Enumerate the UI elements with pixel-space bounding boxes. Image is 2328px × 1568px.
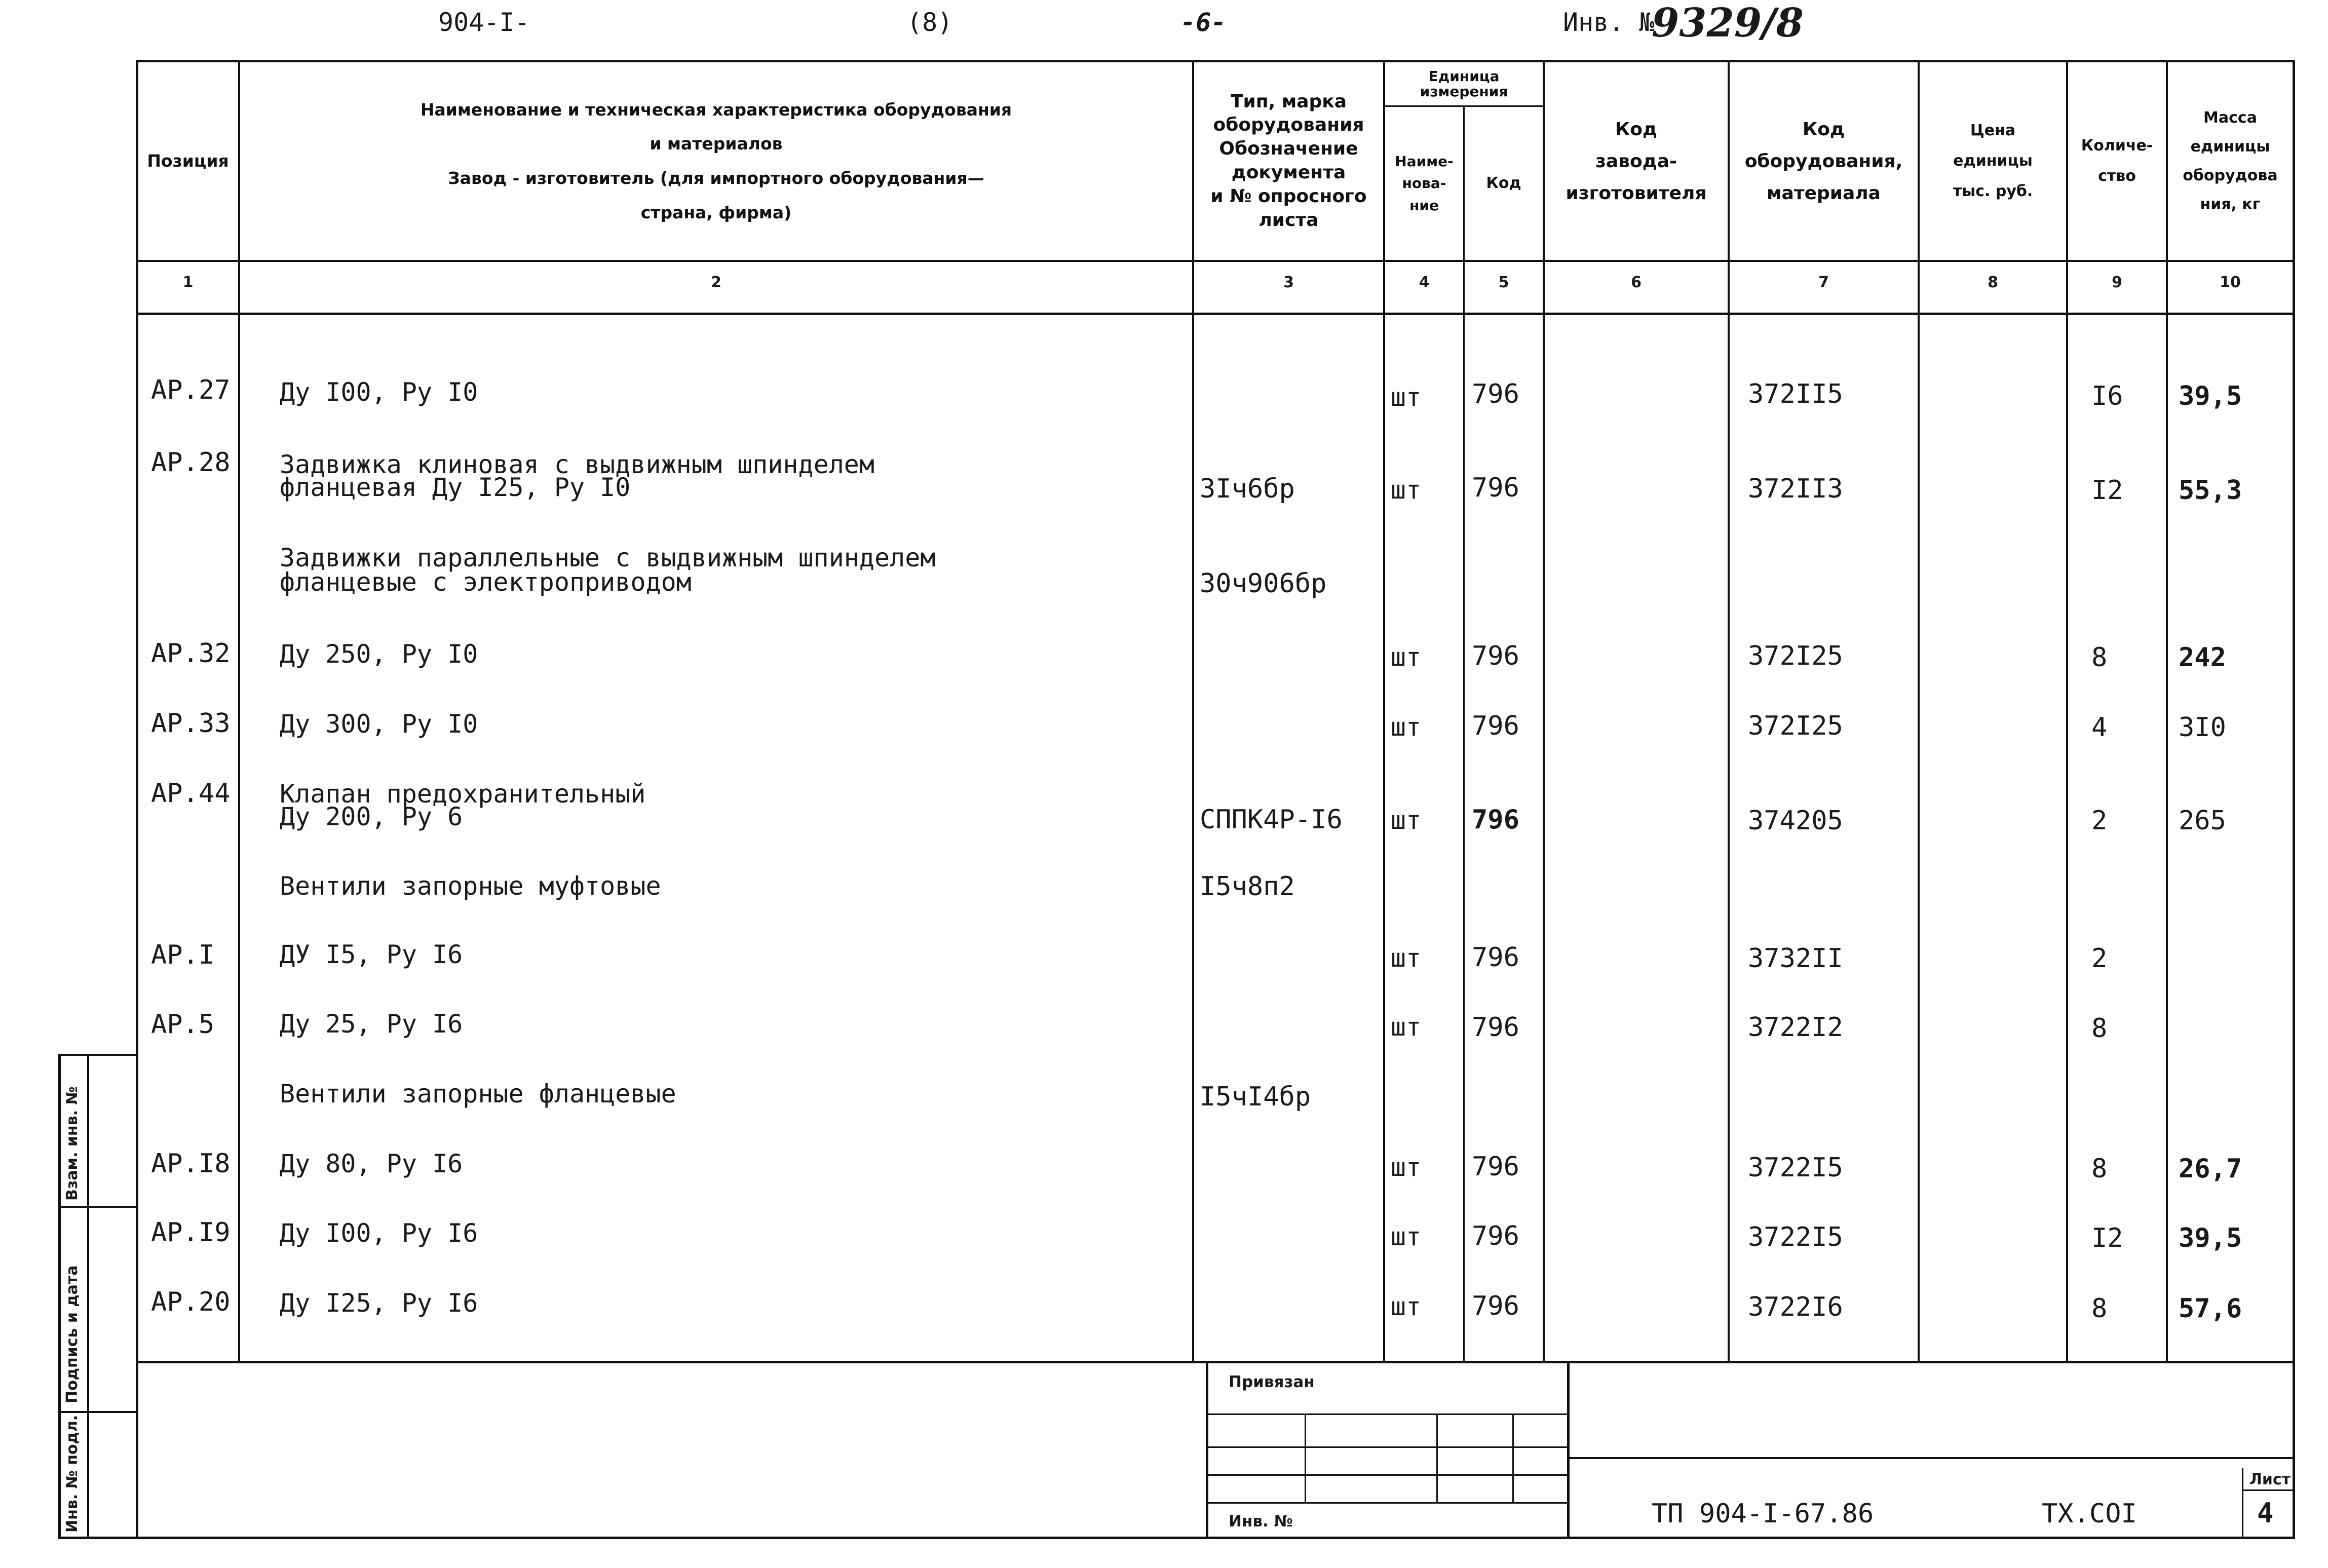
unit-code-cell: 796 xyxy=(1472,942,1519,973)
quantity-cell: I2 xyxy=(2091,1223,2123,1253)
mass-cell: 3I0 xyxy=(2179,712,2226,743)
header-mass: Масса единицы оборудова ния, кг xyxy=(2183,109,2278,213)
unit-cell: шт xyxy=(1391,943,1422,973)
unit-code-cell: 796 xyxy=(1472,473,1519,503)
column-number: 6 xyxy=(1631,274,1642,291)
mass-cell: 39,5 xyxy=(2179,381,2242,411)
table-bottom-line xyxy=(136,1361,2295,1363)
header-equipment-code: Код оборудования, материала xyxy=(1744,119,1903,204)
material-code-cell: 372II3 xyxy=(1748,474,1843,504)
stamp-divider xyxy=(1567,1361,1570,1539)
material-code-cell: 3722I2 xyxy=(1748,1012,1843,1043)
type-cell: I5ч8п2 xyxy=(1200,871,1295,902)
document-code: ТП 904-I-67.86 xyxy=(1652,1499,1874,1529)
name-cell: Ду 250, Ру I0 xyxy=(280,639,478,669)
unit-code-cell: 796 xyxy=(1472,1291,1519,1321)
name-cell: Задвижка клиновая с выдвижным шпинделем xyxy=(280,450,874,479)
margin-line xyxy=(58,1054,61,1539)
unit-code-cell: 796 xyxy=(1472,1152,1519,1182)
material-code-cell: 3722I5 xyxy=(1748,1222,1843,1252)
unit-cell: шт xyxy=(1391,475,1422,505)
type-cell: 3Iч6бр xyxy=(1200,474,1295,504)
column-number: 1 xyxy=(182,274,194,291)
type-cell: 30ч906бр xyxy=(1200,568,1327,599)
signature-date-label: Подпись и дата xyxy=(63,1265,81,1403)
header-unit-code: Код xyxy=(1486,174,1521,192)
inventory-number-handwritten: 9329/8 xyxy=(1652,0,1804,46)
inventory-label: Инв. № xyxy=(1563,8,1655,37)
position-cell: АР.32 xyxy=(151,638,231,669)
unit-code-cell: 796 xyxy=(1472,1012,1519,1043)
column-number: 5 xyxy=(1498,274,1509,291)
unit-cell: шт xyxy=(1391,1222,1422,1251)
material-code-cell: 372I25 xyxy=(1748,711,1843,741)
position-cell: АР.I8 xyxy=(151,1149,231,1179)
material-code-cell: 372II5 xyxy=(1748,379,1843,409)
project-number: 904-I- xyxy=(438,8,530,37)
header-position: Позиция xyxy=(147,151,229,171)
position-cell: АР.33 xyxy=(151,708,231,739)
stamp-line xyxy=(1512,1413,1514,1502)
mass-cell: 26,7 xyxy=(2179,1154,2242,1184)
position-cell: АР.27 xyxy=(151,375,231,405)
position-cell: АР.5 xyxy=(151,1009,215,1040)
name-cell: Ду 25, Ру I6 xyxy=(280,1009,463,1039)
material-code-cell: 3722I5 xyxy=(1748,1153,1843,1183)
stamp-line xyxy=(1569,1457,2293,1459)
name-cell: Вентили запорные фланцевые xyxy=(280,1079,676,1108)
position-cell: АР.I9 xyxy=(151,1217,231,1248)
column-number: 3 xyxy=(1283,274,1294,291)
header-quantity: Количе- ство xyxy=(2081,137,2153,185)
unit-code-cell: 796 xyxy=(1472,711,1519,741)
unit-cell: шт xyxy=(1391,642,1422,672)
quantity-cell: 4 xyxy=(2091,712,2108,743)
name-cell-line2: Ду 200, Ру 6 xyxy=(280,802,463,831)
bound-label: Привязан xyxy=(1229,1373,1315,1391)
margin-line xyxy=(87,1054,89,1539)
stamp-bottom-border xyxy=(136,1537,2295,1539)
margin-line xyxy=(58,1206,137,1208)
name-cell: ДУ I5, Ру I6 xyxy=(280,940,463,969)
column-number: 7 xyxy=(1818,274,1829,291)
stamp-inventory-label: Инв. № xyxy=(1229,1512,1293,1531)
header-separator xyxy=(136,260,2295,262)
mass-cell: 242 xyxy=(2179,642,2226,673)
material-code-cell: 374205 xyxy=(1748,806,1843,836)
column-number: 10 xyxy=(2220,274,2241,291)
header-factory-code: Код завода- изготовителя xyxy=(1566,119,1707,204)
unit-cell: шт xyxy=(1391,712,1422,742)
margin-line xyxy=(58,1537,137,1539)
unit-cell: шт xyxy=(1391,806,1422,835)
unit-cell: шт xyxy=(1391,1153,1422,1182)
name-cell: Вентили запорные муфтовые xyxy=(280,871,661,901)
stamp-line xyxy=(2242,1489,2293,1491)
name-cell: Клапан предохранительный xyxy=(280,779,646,809)
name-cell: Ду 300, Ру I0 xyxy=(280,709,478,739)
quantity-cell: 8 xyxy=(2091,642,2108,673)
position-cell: АР.44 xyxy=(151,778,231,809)
name-cell: Ду I00, Ру I0 xyxy=(280,377,478,407)
header-name: Наименование и техническая характеристика оборудования и материалов Завод - изготовитель (для импортного оборудования— страна, фирма) xyxy=(420,99,1012,222)
name-cell: Ду I00, Ру I6 xyxy=(280,1218,478,1248)
replaced-inventory-label: Взам. инв. № xyxy=(63,1086,81,1201)
position-cell: АР.20 xyxy=(151,1287,231,1317)
position-cell: АР.28 xyxy=(151,447,231,478)
margin-line xyxy=(58,1411,137,1413)
quantity-cell: 2 xyxy=(2091,943,2108,974)
mass-cell: 39,5 xyxy=(2179,1223,2242,1253)
quantity-cell: 8 xyxy=(2091,1154,2108,1184)
column-number-separator xyxy=(136,313,2295,315)
header-type: Тип, марка оборудования Обозначение документа и № опросного листа xyxy=(1210,91,1367,231)
stamp-line xyxy=(1436,1413,1438,1502)
unit-cell: шт xyxy=(1391,1292,1422,1321)
quantity-cell: 2 xyxy=(2091,806,2108,836)
column-number: 4 xyxy=(1419,274,1430,291)
type-cell: СППК4Р-I6 xyxy=(1200,805,1343,835)
type-cell: I5чI4бр xyxy=(1200,1082,1311,1112)
mass-cell: 57,6 xyxy=(2179,1293,2242,1324)
mass-cell: 55,3 xyxy=(2179,475,2242,506)
sheet-label: Лист xyxy=(2249,1471,2291,1488)
header-unit-name: Наиме- нова- ние xyxy=(1395,152,1454,214)
mass-cell: 265 xyxy=(2179,806,2226,836)
header-price: Цена единицы тыс. руб. xyxy=(1953,122,2033,200)
unit-code-cell: 796 xyxy=(1472,805,1519,835)
stamp-line xyxy=(1206,1502,1567,1504)
quantity-cell: 8 xyxy=(2091,1013,2108,1044)
unit-code-cell: 796 xyxy=(1472,1221,1519,1251)
quantity-cell: I6 xyxy=(2091,381,2123,411)
page-number: -6- xyxy=(1180,8,1227,37)
name-cell-line2: фланцевая Ду I25, Ру I0 xyxy=(280,473,631,502)
original-inventory-label: Инв. № подл. xyxy=(63,1414,81,1533)
table-right-border xyxy=(2293,60,2295,1539)
stamp-line xyxy=(1305,1413,1306,1502)
margin-line xyxy=(58,1054,137,1056)
unit-cell: шт xyxy=(1391,1012,1422,1042)
copy-number: (8) xyxy=(907,8,953,37)
name-cell: Задвижки параллельные с выдвижным шпинделем xyxy=(280,543,936,572)
sheet-number: 4 xyxy=(2257,1497,2274,1529)
material-code-cell: 372I25 xyxy=(1748,641,1843,671)
material-code-cell: 3732II xyxy=(1748,943,1843,974)
unit-code-cell: 796 xyxy=(1472,641,1519,671)
name-cell: Ду 80, Ру I6 xyxy=(280,1149,463,1178)
col-line-4 xyxy=(1463,106,1465,1361)
position-cell: АР.I xyxy=(151,940,215,970)
quantity-cell: 8 xyxy=(2091,1293,2108,1324)
stamp-left-border xyxy=(1206,1361,1208,1539)
column-number: 2 xyxy=(711,274,721,291)
quantity-cell: I2 xyxy=(2091,475,2123,506)
sheet-code: ТХ.СОI xyxy=(2042,1499,2137,1529)
column-number: 8 xyxy=(1988,274,1998,291)
unit-code-cell: 796 xyxy=(1472,379,1519,409)
header-unit-group: Единица измерения xyxy=(1420,68,1508,100)
stamp-line xyxy=(2242,1468,2243,1537)
column-number: 9 xyxy=(2112,274,2122,291)
material-code-cell: 3722I6 xyxy=(1748,1292,1843,1322)
name-cell: Ду I25, Ру I6 xyxy=(280,1288,478,1318)
unit-cell: шт xyxy=(1391,383,1422,412)
name-cell-line2: фланцевые с электроприводом xyxy=(280,567,692,597)
